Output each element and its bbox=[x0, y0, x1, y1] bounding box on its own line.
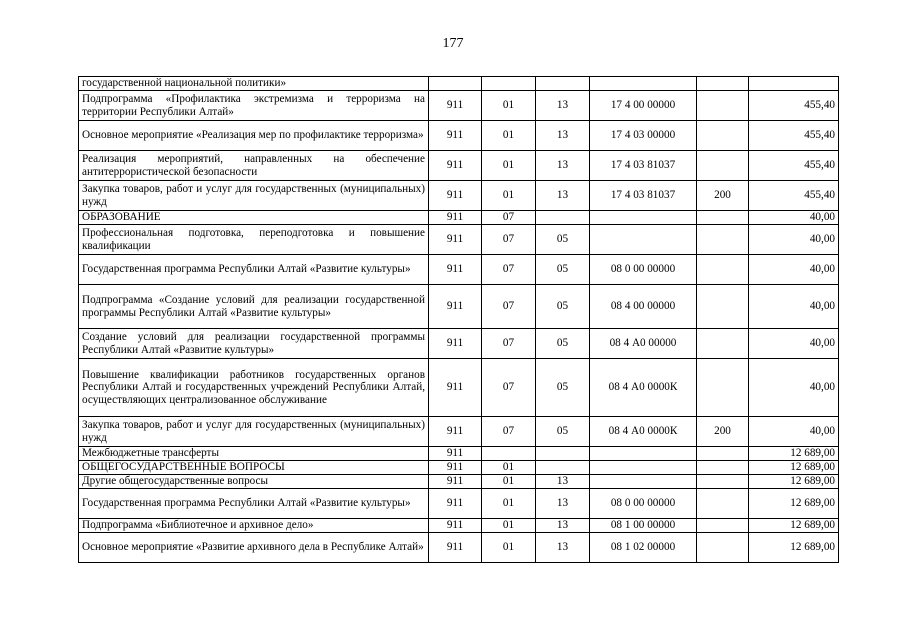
row-section-code bbox=[482, 447, 536, 461]
row-amount: 12 689,00 bbox=[749, 519, 839, 533]
row-subsection-code bbox=[536, 447, 590, 461]
row-amount bbox=[749, 77, 839, 91]
row-ministry-code: 911 bbox=[429, 285, 482, 329]
row-ministry-code bbox=[429, 77, 482, 91]
row-amount: 40,00 bbox=[749, 359, 839, 417]
row-subsection-code bbox=[536, 77, 590, 91]
row-section-code bbox=[482, 77, 536, 91]
row-name: Государственная программа Республики Алтай «Развитие культуры» bbox=[79, 489, 429, 519]
row-subsection-code: 13 bbox=[536, 151, 590, 181]
row-target-code bbox=[590, 447, 697, 461]
row-name: Закупка товаров, работ и услуг для государственных (муниципальных) нужд bbox=[79, 181, 429, 211]
row-ministry-code: 911 bbox=[429, 461, 482, 475]
budget-table bbox=[78, 76, 839, 563]
row-target-code: 17 4 03 00000 bbox=[590, 121, 697, 151]
row-section-code: 01 bbox=[482, 533, 536, 563]
row-expense-type bbox=[697, 77, 749, 91]
row-target-code: 08 4 А0 00000 bbox=[590, 329, 697, 359]
row-ministry-code: 911 bbox=[429, 533, 482, 563]
row-expense-type bbox=[697, 447, 749, 461]
table-row bbox=[79, 447, 839, 461]
row-target-code bbox=[590, 211, 697, 225]
row-subsection-code: 13 bbox=[536, 533, 590, 563]
row-target-code bbox=[590, 225, 697, 255]
row-ministry-code: 911 bbox=[429, 91, 482, 121]
row-subsection-code bbox=[536, 211, 590, 225]
row-expense-type bbox=[697, 121, 749, 151]
row-ministry-code: 911 bbox=[429, 489, 482, 519]
row-name: Закупка товаров, работ и услуг для государственных (муниципальных) нужд bbox=[79, 417, 429, 447]
row-name: Повышение квалификации работников государственных органов Республики Алтай и государственных учреждений Республики Алтай, осуществляющих централизованное обслуживание bbox=[79, 359, 429, 417]
row-section-code: 07 bbox=[482, 329, 536, 359]
table-row bbox=[79, 329, 839, 359]
row-amount: 12 689,00 bbox=[749, 489, 839, 519]
row-ministry-code: 911 bbox=[429, 475, 482, 489]
row-section-code: 01 bbox=[482, 91, 536, 121]
row-section-code: 07 bbox=[482, 211, 536, 225]
row-amount: 12 689,00 bbox=[749, 447, 839, 461]
row-name: Другие общегосударственные вопросы bbox=[79, 475, 429, 489]
row-target-code bbox=[590, 77, 697, 91]
row-subsection-code: 05 bbox=[536, 329, 590, 359]
row-section-code: 07 bbox=[482, 359, 536, 417]
row-section-code: 01 bbox=[482, 489, 536, 519]
row-ministry-code: 911 bbox=[429, 181, 482, 211]
row-name: Подпрограмма «Создание условий для реализации государственной программы Республики Алтай «Развитие культуры» bbox=[79, 285, 429, 329]
row-ministry-code: 911 bbox=[429, 225, 482, 255]
table-row bbox=[79, 151, 839, 181]
row-ministry-code: 911 bbox=[429, 359, 482, 417]
row-expense-type: 200 bbox=[697, 181, 749, 211]
row-name: Профессиональная подготовка, переподготовка и повышение квалификации bbox=[79, 225, 429, 255]
row-amount: 40,00 bbox=[749, 329, 839, 359]
row-ministry-code: 911 bbox=[429, 447, 482, 461]
row-name: Реализация мероприятий, направленных на обеспечение антитеррористической безопасности bbox=[79, 151, 429, 181]
table-row bbox=[79, 489, 839, 519]
row-subsection-code: 13 bbox=[536, 519, 590, 533]
row-expense-type bbox=[697, 519, 749, 533]
row-name: государственной национальной политики» bbox=[79, 77, 429, 91]
budget-table-body bbox=[79, 77, 839, 563]
row-ministry-code: 911 bbox=[429, 417, 482, 447]
row-amount: 40,00 bbox=[749, 255, 839, 285]
row-name: Государственная программа Республики Алтай «Развитие культуры» bbox=[79, 255, 429, 285]
row-target-code bbox=[590, 475, 697, 489]
row-subsection-code: 13 bbox=[536, 181, 590, 211]
row-subsection-code: 13 bbox=[536, 121, 590, 151]
row-subsection-code: 13 bbox=[536, 489, 590, 519]
row-section-code: 07 bbox=[482, 285, 536, 329]
row-name: Создание условий для реализации государственной программы Республики Алтай «Развитие культуры» bbox=[79, 329, 429, 359]
row-expense-type bbox=[697, 533, 749, 563]
row-expense-type: 200 bbox=[697, 417, 749, 447]
row-ministry-code: 911 bbox=[429, 211, 482, 225]
table-row bbox=[79, 77, 839, 91]
row-subsection-code bbox=[536, 461, 590, 475]
row-expense-type bbox=[697, 91, 749, 121]
row-expense-type bbox=[697, 225, 749, 255]
row-expense-type bbox=[697, 329, 749, 359]
table-row bbox=[79, 519, 839, 533]
table-row bbox=[79, 181, 839, 211]
row-amount: 455,40 bbox=[749, 151, 839, 181]
row-name: Подпрограмма «Библиотечное и архивное дело» bbox=[79, 519, 429, 533]
row-section-code: 01 bbox=[482, 475, 536, 489]
row-ministry-code: 911 bbox=[429, 121, 482, 151]
row-name: Основное мероприятие «Развитие архивного дела в Республике Алтай» bbox=[79, 533, 429, 563]
row-amount: 455,40 bbox=[749, 181, 839, 211]
row-section-code: 07 bbox=[482, 255, 536, 285]
row-subsection-code: 05 bbox=[536, 225, 590, 255]
table-row bbox=[79, 285, 839, 329]
row-amount: 40,00 bbox=[749, 285, 839, 329]
row-subsection-code: 13 bbox=[536, 475, 590, 489]
row-subsection-code: 05 bbox=[536, 417, 590, 447]
row-target-code: 08 0 00 00000 bbox=[590, 255, 697, 285]
row-amount: 12 689,00 bbox=[749, 461, 839, 475]
row-section-code: 01 bbox=[482, 181, 536, 211]
row-amount: 12 689,00 bbox=[749, 533, 839, 563]
table-row bbox=[79, 211, 839, 225]
row-target-code: 08 4 А0 0000К bbox=[590, 417, 697, 447]
row-target-code: 08 4 А0 0000К bbox=[590, 359, 697, 417]
row-section-code: 07 bbox=[482, 417, 536, 447]
row-subsection-code: 05 bbox=[536, 359, 590, 417]
row-amount: 40,00 bbox=[749, 211, 839, 225]
table-row bbox=[79, 533, 839, 563]
row-section-code: 07 bbox=[482, 225, 536, 255]
row-target-code: 17 4 00 00000 bbox=[590, 91, 697, 121]
row-amount: 12 689,00 bbox=[749, 475, 839, 489]
row-amount: 455,40 bbox=[749, 91, 839, 121]
row-name: ОБЩЕГОСУДАРСТВЕННЫЕ ВОПРОСЫ bbox=[79, 461, 429, 475]
row-target-code: 17 4 03 81037 bbox=[590, 151, 697, 181]
row-ministry-code: 911 bbox=[429, 151, 482, 181]
row-expense-type bbox=[697, 151, 749, 181]
row-name: Межбюджетные трансферты bbox=[79, 447, 429, 461]
row-target-code: 08 4 00 00000 bbox=[590, 285, 697, 329]
row-name: Основное мероприятие «Реализация мер по профилактике терроризма» bbox=[79, 121, 429, 151]
table-row bbox=[79, 475, 839, 489]
row-amount: 455,40 bbox=[749, 121, 839, 151]
row-subsection-code: 05 bbox=[536, 285, 590, 329]
row-subsection-code: 05 bbox=[536, 255, 590, 285]
row-name: Подпрограмма «Профилактика экстремизма и терроризма на территории Республики Алтай» bbox=[79, 91, 429, 121]
row-amount: 40,00 bbox=[749, 225, 839, 255]
row-section-code: 01 bbox=[482, 461, 536, 475]
table-row bbox=[79, 417, 839, 447]
row-target-code: 17 4 03 81037 bbox=[590, 181, 697, 211]
table-row bbox=[79, 225, 839, 255]
row-target-code: 08 1 00 00000 bbox=[590, 519, 697, 533]
table-row bbox=[79, 121, 839, 151]
row-ministry-code: 911 bbox=[429, 519, 482, 533]
table-row bbox=[79, 91, 839, 121]
row-section-code: 01 bbox=[482, 519, 536, 533]
row-expense-type bbox=[697, 211, 749, 225]
row-expense-type bbox=[697, 475, 749, 489]
row-target-code: 08 1 02 00000 bbox=[590, 533, 697, 563]
row-expense-type bbox=[697, 285, 749, 329]
row-subsection-code: 13 bbox=[536, 91, 590, 121]
table-row bbox=[79, 461, 839, 475]
row-expense-type bbox=[697, 461, 749, 475]
row-section-code: 01 bbox=[482, 151, 536, 181]
row-expense-type bbox=[697, 255, 749, 285]
table-row bbox=[79, 359, 839, 417]
page-number: 177 bbox=[442, 36, 464, 51]
row-target-code bbox=[590, 461, 697, 475]
row-section-code: 01 bbox=[482, 121, 536, 151]
row-expense-type bbox=[697, 489, 749, 519]
row-amount: 40,00 bbox=[749, 417, 839, 447]
row-ministry-code: 911 bbox=[429, 255, 482, 285]
row-expense-type bbox=[697, 359, 749, 417]
row-ministry-code: 911 bbox=[429, 329, 482, 359]
row-target-code: 08 0 00 00000 bbox=[590, 489, 697, 519]
table-row bbox=[79, 255, 839, 285]
row-name: ОБРАЗОВАНИЕ bbox=[79, 211, 429, 225]
